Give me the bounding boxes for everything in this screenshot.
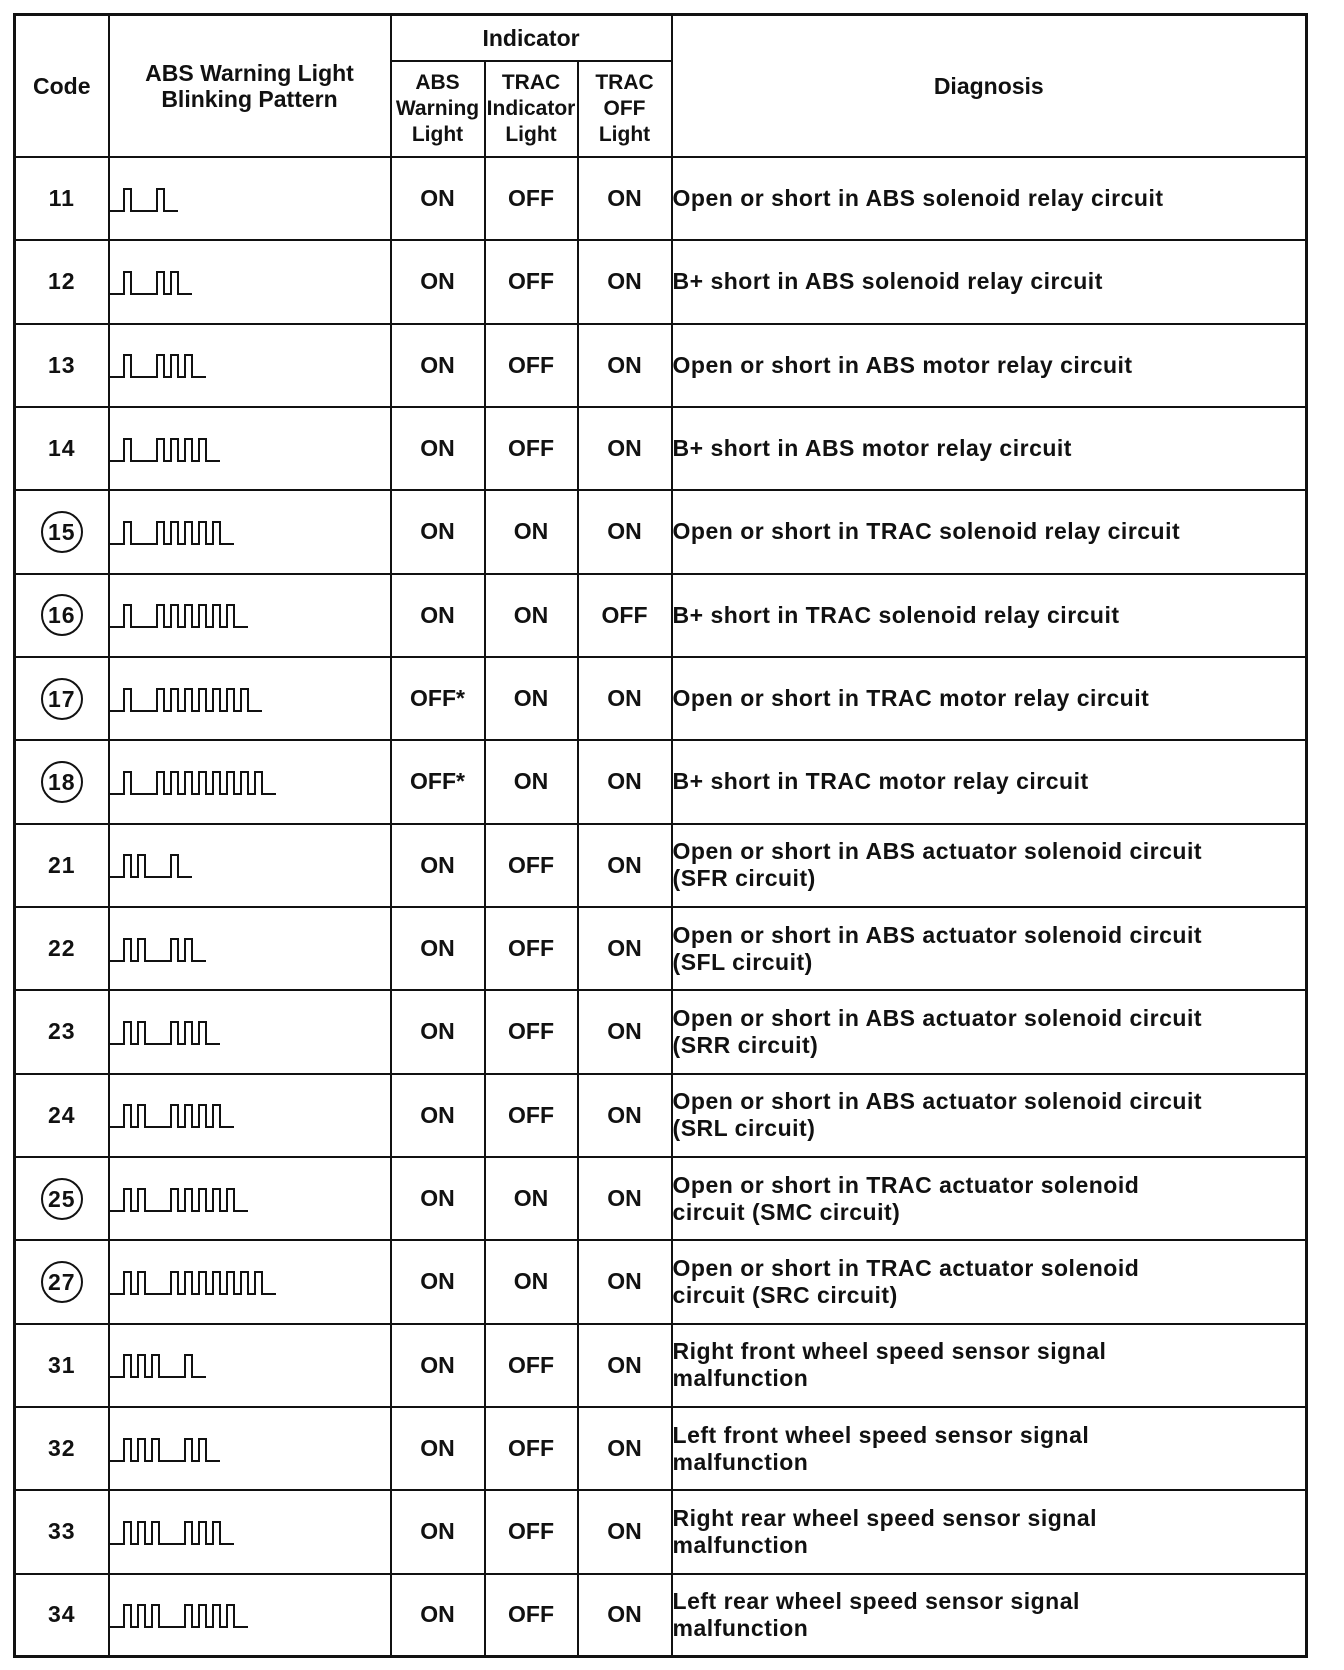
trac-indicator-light-status: ON <box>485 490 578 573</box>
code-cell <box>15 1240 109 1323</box>
trac-off-light-status: ON <box>578 740 672 823</box>
blinking-pattern-header-line1: ABS Warning Light <box>145 60 354 86</box>
blinking-pattern-cell <box>109 240 391 323</box>
table-body <box>15 157 1307 1657</box>
diagnosis-line2: malfunction <box>672 1531 809 1558</box>
code-cell <box>15 824 109 907</box>
blink-pattern-waveform <box>110 349 350 381</box>
diagnosis-cell <box>672 1157 1307 1240</box>
trac-off-light-status: ON <box>578 907 672 990</box>
blinking-pattern-cell <box>109 1240 391 1323</box>
blinking-pattern-cell <box>109 157 391 240</box>
blink-pattern-waveform <box>110 933 350 965</box>
code-cell <box>15 1490 109 1573</box>
blink-pulse-line <box>110 689 262 711</box>
trac-indicator-light-status: ON <box>485 657 578 740</box>
blinking-pattern-cell <box>109 324 391 407</box>
code-number: 17 <box>41 678 83 720</box>
trac-indicator-light-status: OFF <box>485 990 578 1073</box>
blink-pattern-waveform <box>110 1016 350 1048</box>
blinking-pattern-cell <box>109 490 391 573</box>
code-number: 15 <box>41 511 83 553</box>
code-cell <box>15 574 109 657</box>
diagnosis-cell <box>672 407 1307 490</box>
abs-warning-light-status: ON <box>391 1324 485 1407</box>
trac-indicator-light-status: ON <box>485 1157 578 1240</box>
abs-warning-light-status: OFF* <box>391 657 485 740</box>
trac-indicator-light-status: OFF <box>485 1074 578 1157</box>
trac-indicator-light-status: OFF <box>485 1407 578 1490</box>
trac-off-light-status: ON <box>578 990 672 1073</box>
blink-pulse-line <box>110 522 234 544</box>
code-number: 33 <box>47 1518 76 1545</box>
diagnosis-line1: Open or short in TRAC actuator solenoid <box>672 1254 1140 1281</box>
code-header: Code <box>15 15 109 158</box>
code-number: 14 <box>47 435 76 462</box>
diagnosis-cell <box>672 490 1307 573</box>
diagnosis-line1: B+ short in TRAC solenoid relay circuit <box>672 601 1120 628</box>
abs-warning-light-status: ON <box>391 1074 485 1157</box>
blink-pattern-waveform <box>110 266 350 298</box>
trac-off-light-status: ON <box>578 407 672 490</box>
trac-indicator-header-line1: TRAC <box>501 71 561 94</box>
blink-pattern-waveform <box>110 766 350 798</box>
blink-pattern-waveform <box>110 1349 350 1381</box>
trac-indicator-light-status: OFF <box>485 907 578 990</box>
code-number: 21 <box>47 851 76 878</box>
code-number: 22 <box>47 935 76 962</box>
diagnosis-line2: (SRL circuit) <box>672 1115 816 1142</box>
table-row <box>15 1074 1307 1157</box>
code-number: 27 <box>41 1261 83 1303</box>
blink-pattern-waveform <box>110 683 350 715</box>
abs-warning-light-status: ON <box>391 1157 485 1240</box>
abs-warning-light-status: ON <box>391 1407 485 1490</box>
blink-pattern-waveform <box>110 1516 350 1548</box>
code-cell <box>15 1074 109 1157</box>
diagnosis-line2: (SRR circuit) <box>672 1031 819 1058</box>
trac-indicator-light-status: OFF <box>485 824 578 907</box>
abs-header-line3: Light <box>411 123 464 146</box>
diagnosis-line1: B+ short in ABS solenoid relay circuit <box>672 268 1103 295</box>
abs-warning-light-status: ON <box>391 490 485 573</box>
trac-off-light-status: ON <box>578 1574 672 1657</box>
abs-warning-light-header <box>391 61 485 157</box>
trac-off-light-status: ON <box>578 1407 672 1490</box>
blink-pattern-waveform <box>110 599 350 631</box>
table-row <box>15 907 1307 990</box>
blink-pulse-line <box>110 605 248 627</box>
code-cell <box>15 1574 109 1657</box>
table-row <box>15 1324 1307 1407</box>
blink-pulse-line <box>110 855 192 877</box>
table-row <box>15 1490 1307 1573</box>
trac-off-light-status: OFF <box>578 574 672 657</box>
code-number: 24 <box>47 1101 76 1128</box>
blink-pattern-waveform <box>110 183 350 215</box>
trac-off-light-status: ON <box>578 240 672 323</box>
diagnosis-line1: Right rear wheel speed sensor signal <box>672 1504 1097 1531</box>
blink-pattern-waveform <box>110 516 350 548</box>
diagnosis-cell <box>672 1240 1307 1323</box>
table-row <box>15 1157 1307 1240</box>
trac-indicator-light-header <box>485 61 578 157</box>
diagnosis-line1: Open or short in ABS actuator solenoid circuit <box>672 921 1203 948</box>
diagnosis-cell <box>672 824 1307 907</box>
trac-indicator-light-status: OFF <box>485 1574 578 1657</box>
diagnosis-cell <box>672 657 1307 740</box>
trac-indicator-light-status: OFF <box>485 1490 578 1573</box>
table-header <box>15 15 1307 158</box>
trac-indicator-light-status: ON <box>485 1240 578 1323</box>
code-number: 32 <box>47 1435 76 1462</box>
trac-off-light-status: ON <box>578 1157 672 1240</box>
blinking-pattern-cell <box>109 740 391 823</box>
diagnosis-line1: Open or short in ABS actuator solenoid circuit <box>672 1004 1203 1031</box>
diagnosis-line1: B+ short in ABS motor relay circuit <box>672 435 1072 462</box>
code-number: 31 <box>47 1351 76 1378</box>
blink-pulse-line <box>110 355 206 377</box>
abs-header-line1: ABS <box>415 71 460 94</box>
trac-off-light-header <box>578 61 672 157</box>
diagnosis-line2: circuit (SRC circuit) <box>672 1281 898 1308</box>
code-cell <box>15 407 109 490</box>
code-number: 23 <box>47 1018 76 1045</box>
table-row <box>15 824 1307 907</box>
blink-pattern-waveform <box>110 433 350 465</box>
table-row <box>15 324 1307 407</box>
diagnosis-cell <box>672 1574 1307 1657</box>
blink-pulse-line <box>110 1272 276 1294</box>
diagnosis-header: Diagnosis <box>672 15 1307 158</box>
blink-pulse-line <box>110 272 192 294</box>
diagnosis-line1: Open or short in ABS actuator solenoid circuit <box>672 838 1203 865</box>
table-row <box>15 1240 1307 1323</box>
trac-indicator-light-status: OFF <box>485 157 578 240</box>
abs-warning-light-status: ON <box>391 407 485 490</box>
blink-pulse-line <box>110 1189 248 1211</box>
diagnosis-line1: Open or short in ABS motor relay circuit <box>672 351 1133 378</box>
diagnosis-line2: circuit (SMC circuit) <box>672 1198 901 1225</box>
trac-indicator-light-status: OFF <box>485 1324 578 1407</box>
code-cell <box>15 990 109 1073</box>
blinking-pattern-cell <box>109 990 391 1073</box>
blinking-pattern-cell <box>109 657 391 740</box>
blink-pulse-line <box>110 772 276 794</box>
code-cell <box>15 1157 109 1240</box>
blink-pulse-line <box>110 939 206 961</box>
abs-warning-light-status: ON <box>391 157 485 240</box>
code-cell <box>15 490 109 573</box>
abs-warning-light-status: ON <box>391 907 485 990</box>
diagnosis-cell <box>672 157 1307 240</box>
abs-warning-light-status: ON <box>391 574 485 657</box>
blinking-pattern-cell <box>109 1407 391 1490</box>
table-row <box>15 490 1307 573</box>
blinking-pattern-cell <box>109 907 391 990</box>
code-cell <box>15 240 109 323</box>
abs-warning-light-status: ON <box>391 1574 485 1657</box>
diagnosis-line2: malfunction <box>672 1448 809 1475</box>
blinking-pattern-cell <box>109 824 391 907</box>
blink-pulse-line <box>110 1439 220 1461</box>
blink-pulse-line <box>110 439 220 461</box>
blink-pulse-line <box>110 1605 248 1627</box>
trac-off-light-status: ON <box>578 490 672 573</box>
table-row <box>15 1407 1307 1490</box>
blinking-pattern-cell <box>109 407 391 490</box>
diagnosis-line1: Open or short in ABS solenoid relay circuit <box>672 185 1164 212</box>
diagnosis-cell <box>672 240 1307 323</box>
trac-off-light-status: ON <box>578 824 672 907</box>
trac-off-light-status: ON <box>578 157 672 240</box>
code-cell <box>15 740 109 823</box>
blinking-pattern-cell <box>109 1324 391 1407</box>
diagnosis-line2: (SFL circuit) <box>672 948 813 975</box>
diagnosis-cell <box>672 1074 1307 1157</box>
blink-pattern-waveform <box>110 1183 350 1215</box>
abs-warning-light-status: OFF* <box>391 740 485 823</box>
diagnostic-code-table <box>13 13 1308 1658</box>
trac-off-light-status: ON <box>578 1074 672 1157</box>
table-row <box>15 657 1307 740</box>
trac-off-light-status: ON <box>578 324 672 407</box>
abs-warning-light-status: ON <box>391 824 485 907</box>
trac-indicator-light-status: ON <box>485 574 578 657</box>
abs-warning-light-status: ON <box>391 1240 485 1323</box>
trac-indicator-light-status: OFF <box>485 240 578 323</box>
code-number: 34 <box>47 1601 76 1628</box>
diagnosis-cell <box>672 1490 1307 1573</box>
abs-warning-light-status: ON <box>391 1490 485 1573</box>
blinking-pattern-header-line2: Blinking Pattern <box>161 86 338 112</box>
abs-warning-light-status: ON <box>391 990 485 1073</box>
blink-pulse-line <box>110 1522 234 1544</box>
code-number: 12 <box>47 268 76 295</box>
trac-off-header-line2: OFF <box>603 97 646 120</box>
code-cell <box>15 157 109 240</box>
code-cell <box>15 1324 109 1407</box>
abs-warning-light-status: ON <box>391 324 485 407</box>
trac-off-header-line3: Light <box>598 123 651 146</box>
table-row <box>15 407 1307 490</box>
diagnosis-line1: Right front wheel speed sensor signal <box>672 1338 1107 1365</box>
table-row <box>15 240 1307 323</box>
blink-pattern-waveform <box>110 1099 350 1131</box>
blinking-pattern-cell <box>109 1490 391 1573</box>
code-number: 25 <box>41 1178 83 1220</box>
diagnosis-line1: Open or short in TRAC actuator solenoid <box>672 1171 1140 1198</box>
trac-indicator-light-status: OFF <box>485 324 578 407</box>
diagnosis-line1: Left rear wheel speed sensor signal <box>672 1587 1080 1614</box>
diagnosis-line1: Open or short in ABS actuator solenoid circuit <box>672 1088 1203 1115</box>
code-number: 11 <box>48 185 75 212</box>
trac-indicator-light-status: ON <box>485 740 578 823</box>
blink-pulse-line <box>110 1022 220 1044</box>
code-cell <box>15 324 109 407</box>
indicator-header: Indicator <box>391 15 672 62</box>
code-number: 18 <box>41 761 83 803</box>
table-row <box>15 157 1307 240</box>
table-row <box>15 574 1307 657</box>
diagnosis-line2: malfunction <box>672 1365 809 1392</box>
blink-pulse-line <box>110 189 178 211</box>
code-number: 13 <box>47 351 76 378</box>
diagnosis-cell <box>672 324 1307 407</box>
trac-off-light-status: ON <box>578 1324 672 1407</box>
trac-off-light-status: ON <box>578 1240 672 1323</box>
blinking-pattern-cell <box>109 1074 391 1157</box>
blinking-pattern-cell <box>109 1157 391 1240</box>
blink-pattern-waveform <box>110 849 350 881</box>
diagnosis-line1: Open or short in TRAC motor relay circuit <box>672 685 1150 712</box>
table-row <box>15 990 1307 1073</box>
table-row <box>15 740 1307 823</box>
code-cell <box>15 907 109 990</box>
blink-pulse-line <box>110 1355 206 1377</box>
diagnosis-cell <box>672 990 1307 1073</box>
abs-header-line2: Warning <box>395 97 480 120</box>
blink-pulse-line <box>110 1105 234 1127</box>
diagnosis-line2: malfunction <box>672 1614 809 1641</box>
code-cell <box>15 657 109 740</box>
abs-warning-light-status: ON <box>391 240 485 323</box>
code-number: 16 <box>41 594 83 636</box>
diagnosis-cell <box>672 574 1307 657</box>
diagnosis-cell <box>672 907 1307 990</box>
blink-pattern-waveform <box>110 1433 350 1465</box>
diagnosis-line1: B+ short in TRAC motor relay circuit <box>672 768 1089 795</box>
trac-off-header-line1: TRAC <box>595 71 654 94</box>
code-cell <box>15 1407 109 1490</box>
diagnosis-line2: (SFR circuit) <box>672 865 816 892</box>
table-row <box>15 1574 1307 1657</box>
diagnosis-cell <box>672 740 1307 823</box>
trac-indicator-light-status: OFF <box>485 407 578 490</box>
diagnosis-line1: Left front wheel speed sensor signal <box>672 1421 1090 1448</box>
blinking-pattern-header <box>109 15 391 158</box>
trac-off-light-status: ON <box>578 657 672 740</box>
diagnosis-cell <box>672 1407 1307 1490</box>
blink-pattern-waveform <box>110 1599 350 1631</box>
blink-pattern-waveform <box>110 1266 350 1298</box>
diagnosis-cell <box>672 1324 1307 1407</box>
trac-indicator-header-line2: Indicator <box>486 97 576 120</box>
trac-off-light-status: ON <box>578 1490 672 1573</box>
blinking-pattern-cell <box>109 574 391 657</box>
trac-indicator-header-line3: Light <box>505 123 557 146</box>
blinking-pattern-cell <box>109 1574 391 1657</box>
diagnosis-line1: Open or short in TRAC solenoid relay circuit <box>672 518 1181 545</box>
